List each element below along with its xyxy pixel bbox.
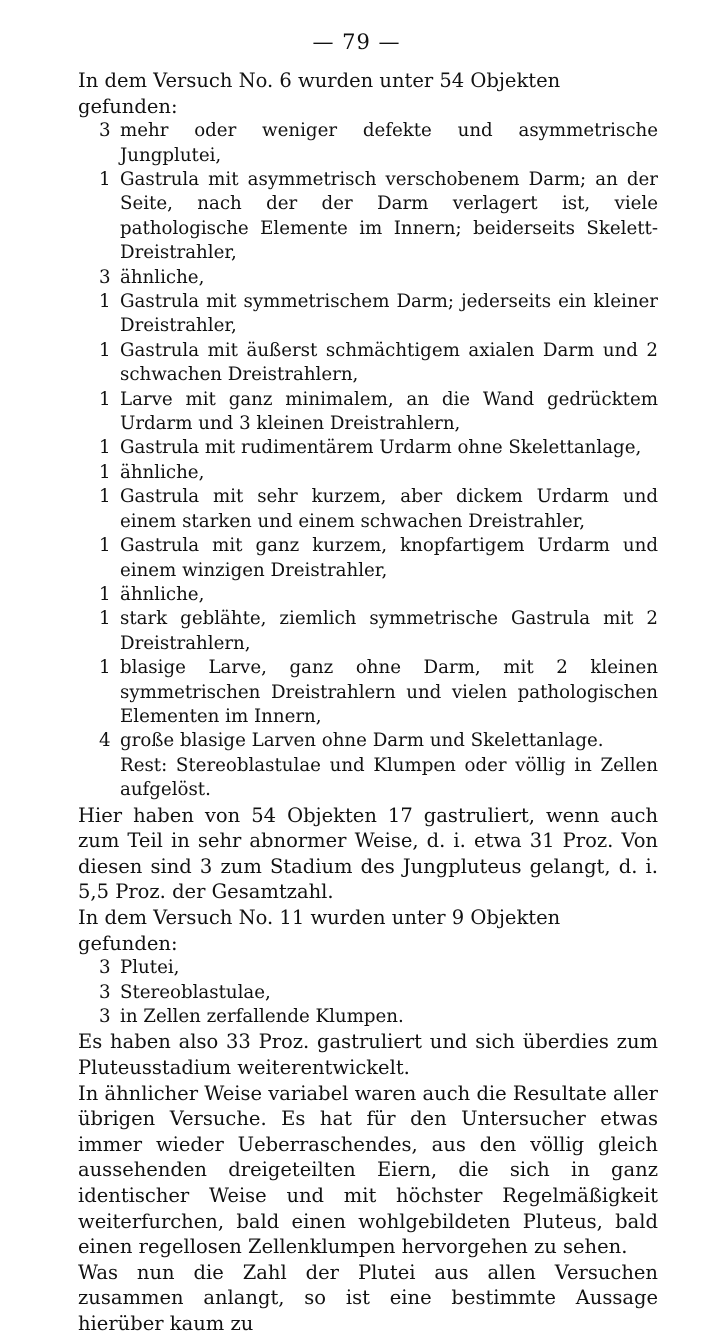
- item-text: Stereoblastulae,: [120, 981, 271, 1003]
- list-item: [78, 388, 658, 437]
- list-item: [78, 436, 658, 460]
- item-text: Plutei,: [120, 957, 180, 979]
- item-text: mehr oder weniger defekte und asymmetrische Jungplutei,: [120, 120, 658, 166]
- item-count: 1: [99, 169, 111, 190]
- item-count: 1: [99, 657, 111, 679]
- item-text: Gastrula mit ganz kurzem, knopfartigem Urdarm und einem winzigen Dreistrahler,: [120, 535, 658, 581]
- item-text: Gastrula mit sehr kurzem, aber dickem Urdarm und einem starken und einem schwachen Dreistrahler,: [120, 486, 658, 532]
- page-number: — 79 —: [312, 30, 401, 54]
- item-count: 1: [99, 535, 111, 557]
- item-text: Gastrula mit symmetrischem Darm; jederseits ein kleiner Dreistrahler,: [120, 291, 658, 337]
- item-count: 1: [99, 486, 111, 508]
- item-count: 1: [99, 583, 111, 605]
- list-item: [78, 119, 658, 168]
- item-count: 3: [99, 981, 111, 1003]
- list-item: [78, 266, 658, 290]
- item-count: 1: [99, 339, 111, 361]
- section1-list: [78, 119, 658, 802]
- item-text: große blasige Larven ohne Darm und Skelettanlage.: [120, 730, 604, 752]
- list-item: [78, 956, 658, 980]
- page-body: [78, 68, 658, 1336]
- section2-intro: In dem Versuch No. 11 wurden unter 9 Objekten gefunden:: [78, 905, 561, 955]
- rest-text: Rest: Stereoblastulae und Klumpen oder völlig in Zellen aufgelöst.: [120, 754, 658, 801]
- list-item: [78, 583, 658, 607]
- list-item: [78, 461, 658, 485]
- list-item: [78, 534, 658, 583]
- list-item: [78, 485, 658, 534]
- item-count: 3: [99, 120, 111, 142]
- item-count: 3: [99, 266, 111, 288]
- item-text: Larve mit ganz minimalem, an die Wand gedrücktem Urdarm und 3 kleinen Dreistrahlern,: [120, 388, 658, 435]
- paragraph-variability: In ähnlicher Weise variabel waren auch die Resultate aller übrigen Versuche. Es hat für den Untersucher etwas immer wieder Ueberraschendes, aus den völlig gleich aussehenden dreigeteilten Eiern, die sich in ganz identischer Weise und mit höchster Regelmäßigkeit weiterfurchen, bald einen wohlgebildeten Pluteus, bald einen regellosen Zellenklumpen hervorgehen zu sehen.: [78, 1081, 658, 1259]
- list-item: [78, 290, 658, 339]
- list-item: [78, 656, 658, 729]
- item-text: Gastrula mit rudimentärem Urdarm ohne Skelettanlage,: [120, 437, 642, 459]
- paragraph-plutei-count: Was nun die Zahl der Plutei aus allen Versuchen zusammen anlangt, so ist eine bestimmte Aussage hierüber kaum zu: [78, 1260, 658, 1335]
- item-count: 3: [99, 1005, 111, 1027]
- item-count: 1: [99, 388, 111, 410]
- item-count: 1: [99, 461, 111, 483]
- rest-note: [78, 754, 658, 803]
- paragraph-summary-2: Es haben also 33 Proz. gastruliert und sich überdies zum Pluteusstadium weiterentwickelt.: [78, 1030, 658, 1079]
- list-item: [78, 981, 658, 1005]
- item-text: ähnliche,: [120, 583, 205, 605]
- item-count: 1: [99, 437, 111, 459]
- item-text: ähnliche,: [120, 461, 205, 483]
- item-count: 1: [99, 291, 111, 313]
- item-text: Gastrula mit äußerst schmächtigem axialen Darm und 2 schwachen Dreistrahlern,: [120, 339, 658, 386]
- item-text: in Zellen zerfallende Klumpen.: [120, 1005, 404, 1027]
- list-item: [78, 168, 658, 266]
- list-item: [78, 729, 658, 753]
- item-count: 3: [99, 957, 111, 979]
- list-item: [78, 339, 658, 388]
- list-item: [78, 607, 658, 656]
- item-count: 4: [99, 730, 111, 752]
- item-text: Gastrula mit asymmetrisch verschobenem Darm; an der Seite, nach der der Darm verlagert ist, viele pathologische Elemente im Innern; beiderseits Skelett-Dreistrahler,: [120, 169, 658, 264]
- item-text: stark geblähte, ziemlich symmetrische Gastrula mit 2 Dreistrahlern,: [120, 608, 658, 654]
- list-item: [78, 1005, 658, 1029]
- item-count: 1: [99, 608, 111, 630]
- item-text: blasige Larve, ganz ohne Darm, mit 2 kleinen symmetrischen Dreistrahlern und vielen pathologischen Elementen im Innern,: [120, 657, 658, 727]
- paragraph-summary-1: Hier haben von 54 Objekten 17 gastruliert, wenn auch zum Teil in sehr abnormer Weise, d. i. etwa 31 Proz. Von diesen sind 3 zum Stadium des Jungpluteus gelangt, d. i. 5,5 Proz. der Gesamtzahl.: [78, 803, 658, 904]
- section1-intro: In dem Versuch No. 6 wurden unter 54 Objekten gefunden:: [78, 69, 561, 118]
- item-text: ähnliche,: [120, 266, 205, 288]
- section2-list: [78, 956, 658, 1029]
